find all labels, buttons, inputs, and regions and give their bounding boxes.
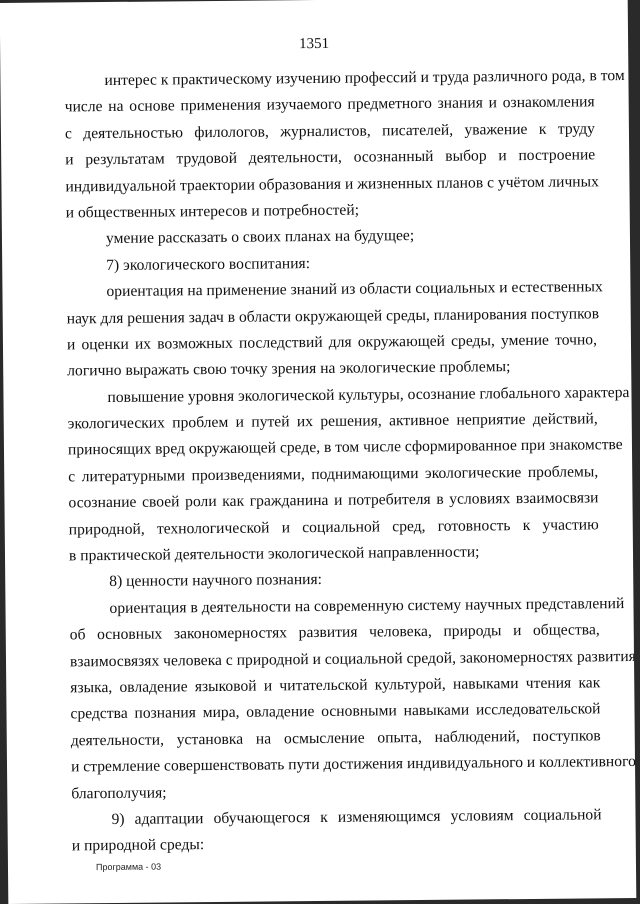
text-line: с деятельностью филологов, журналистов, писателей, уважение к труду <box>64 120 596 143</box>
text-line: ориентация на применение знаний из области социальных и естественных <box>106 278 603 301</box>
text-line: с литературными произведениями, поднимающими экологические проблемы, <box>68 463 599 486</box>
section-heading: 8) ценности научного познания: <box>109 571 323 591</box>
text-line: благополучия; <box>71 784 167 802</box>
text-line: и результатам трудовой деятельности, осознанный выбор и построение <box>65 146 596 169</box>
text-line: деятельности, установка на осмысление опыта, наблюдений, поступков <box>70 727 601 750</box>
text-line: приносящих вред окружающей среде, в том числе сформированное при знакомстве <box>67 436 623 459</box>
section-heading: 9) адаптации обучающегося к изменяющимся условиям социальной <box>111 806 602 828</box>
text-line: осознание своей роли как гражданина и потребителя в условиях взаимосвязи <box>68 489 599 512</box>
text-line: экологических проблем и путей их решения, активное неприятие действий, <box>67 410 598 433</box>
text-line: ориентация в деятельности на современную систему научных представлений <box>109 594 625 617</box>
text-line: индивидуальной траектории образования и жизненных планов с учётом личных <box>65 172 599 195</box>
text-line: наук для решения задач в области окружающей среды, планирования поступков <box>66 304 600 327</box>
text-line: средства познания мира, овладение основными навыками исследовательской <box>70 700 601 723</box>
text-line: и общественных интересов и потребностей; <box>65 201 360 222</box>
text-line: повышение уровня экологической культуры, осознание глобального характера <box>107 383 630 406</box>
page-number: 1351 <box>299 35 330 53</box>
text-line: и оценки их возможных последствий для окружающей среды, умение точно, <box>66 331 598 354</box>
text-line: логично выражать свою точку зрения на экологические проблемы; <box>67 358 511 380</box>
text-line: взаимосвязях человека с природной и социальной средой, закономерностях развития <box>69 647 636 670</box>
text-line: и стремление совершенствовать пути достижения индивидуального и коллективного <box>70 753 636 776</box>
body-text <box>64 63 636 860</box>
text-line: природной, технологической и социальной сред, готовность к участию <box>68 515 599 539</box>
text-line: об основных закономерностях развития человека, природы и общества, <box>69 621 600 644</box>
text-line: интерес к практическому изучению профессий и труда различного рода, в том <box>104 67 625 90</box>
text-line: в практической деятельности экологической направленности; <box>68 543 480 565</box>
text-line: умение рассказать о своих планах на будущее; <box>105 227 415 248</box>
page-footer: Программа - 03 <box>95 861 162 873</box>
text-line: числе на основе применения изучаемого предметного знания и ознакомления <box>64 93 595 116</box>
text-line: и природной среды: <box>71 836 205 855</box>
section-heading: 7) экологического воспитания: <box>106 254 311 274</box>
text-line: языка, овладение языковой и читательской культурой, навыками чтения как <box>70 674 601 697</box>
